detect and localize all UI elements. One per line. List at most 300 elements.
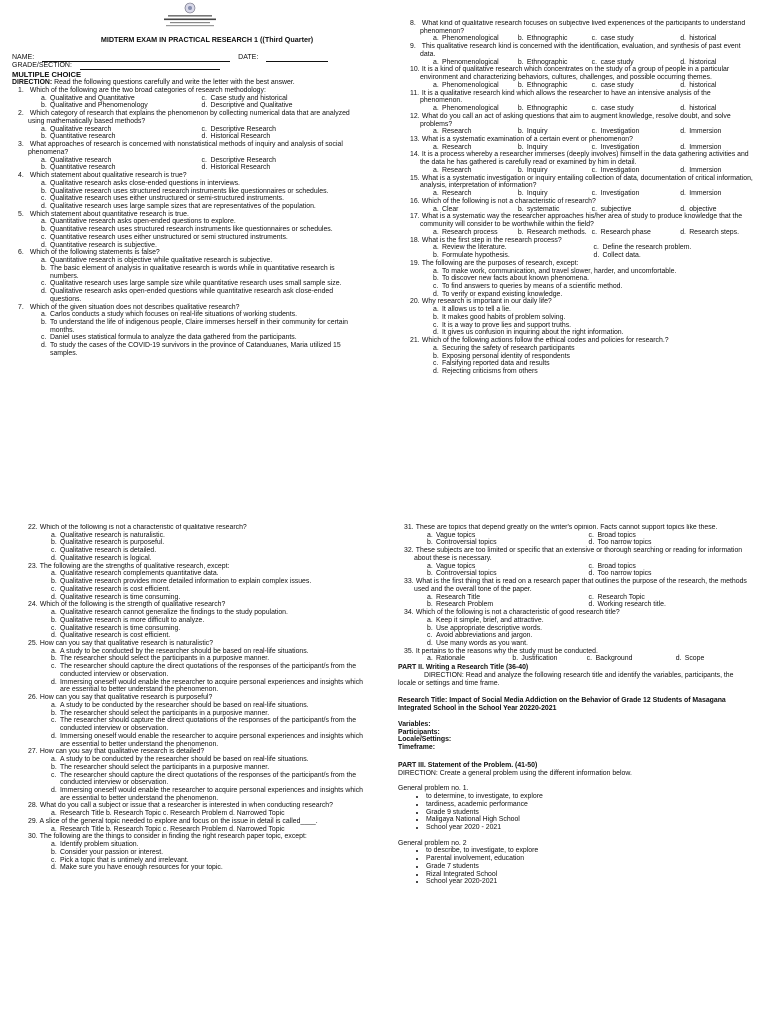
question-item	[22, 748, 374, 802]
option-text: Ethnographic	[526, 35, 568, 43]
option-letter: c.	[201, 125, 207, 133]
question-item	[404, 66, 754, 89]
list-item: • School year 2020-2021	[426, 878, 750, 886]
option-text: Case study and historical	[210, 94, 288, 102]
question-text: These subjects are too limited or specific that an extensive or thorough searching or reading for information about these is necessary.	[414, 547, 743, 562]
option-text: Research process	[442, 228, 498, 236]
option-letter: a.	[433, 306, 439, 314]
option-text: Make sure you have enough resources for your topic.	[60, 864, 223, 872]
answer-option	[518, 144, 592, 152]
option-text: Collect data.	[602, 252, 641, 260]
option-text: Immersion	[689, 190, 722, 198]
option-text: Vague topics	[436, 531, 476, 539]
answer-option	[518, 229, 592, 237]
option-text: The researcher should select the participants in a purposive manner.	[60, 763, 270, 771]
option-text: Descriptive Research	[210, 156, 276, 164]
grade-field[interactable]	[80, 62, 220, 70]
answer-option	[202, 95, 363, 103]
research-title: Research Title: Impact of Social Media Addiction on the Behavior of Grade 12 Students of Masagana Integrated School in the School Year 20220-2021	[398, 697, 726, 713]
question-item	[22, 802, 374, 817]
question-text: Which of the following is not a characteristic of qualitative research?	[39, 524, 247, 531]
answer-option	[518, 190, 592, 198]
answer-option	[51, 857, 374, 865]
option-text: Carlos conducts a study which focuses on real-life situations of working students.	[50, 311, 298, 319]
question-text: It is a kind of qualitative research which concentrates on the study of a group of people in a particular environment and characterizing behaviors, cultures, challenges, and possible occurring themes.	[420, 66, 730, 82]
answer-option	[587, 655, 676, 663]
option-letter: b.	[427, 601, 433, 609]
question-stem	[22, 802, 374, 810]
option-letter: a.	[433, 128, 439, 136]
variables-label: Variables:	[398, 720, 431, 728]
option-text: Review the literature.	[442, 244, 507, 252]
question-text: What do you call an act of asking questions that aim to augment knowledge, resolve doubt, and solve problems?	[420, 112, 731, 128]
option-text: Justification	[521, 655, 558, 663]
option-letter: b.	[433, 275, 439, 283]
question-item	[22, 601, 374, 640]
answer-option	[433, 329, 754, 337]
answer-option	[433, 283, 754, 291]
option-letter: b.	[517, 228, 524, 236]
answer-option	[427, 570, 589, 578]
answer-option	[433, 128, 518, 136]
question-stem	[404, 20, 754, 35]
question-item	[404, 337, 754, 376]
answer-option	[41, 226, 362, 234]
question-item	[404, 20, 754, 43]
answer-options	[12, 257, 362, 303]
answer-options	[22, 756, 374, 802]
list-item: • Rizal Integrated School	[426, 871, 750, 879]
option-letter: d.	[675, 655, 682, 663]
answer-option	[680, 59, 754, 67]
option-text: Immersing oneself would enable the researcher to acquire personal experiences and insights which are essential to better understand the phenomenon.	[60, 732, 363, 748]
question-text: What approaches of research is concerned with nonstatistical methods of inquiry and analysis of social phenomena?	[28, 141, 343, 156]
page-1-left-column	[12, 20, 362, 508]
option-letter: d.	[51, 786, 57, 794]
answer-option	[51, 756, 374, 764]
question-text: The following are the strengths of qualitative research, except:	[39, 562, 230, 570]
option-text: case study	[600, 35, 634, 43]
option-letter: c.	[51, 663, 57, 671]
answer-option	[427, 640, 750, 648]
option-text: Controversial topics	[436, 570, 497, 578]
question-stem	[404, 260, 754, 268]
answer-option	[433, 144, 518, 152]
question-stem	[398, 524, 750, 532]
question-text: What kind of qualitative research focuses on subjective lived experiences of the participants to understand phenomenon?	[420, 20, 746, 35]
option-letter: d.	[51, 678, 57, 686]
list-item: • to describe, to investigate, to explore	[426, 847, 750, 855]
option-text: Ethnographic	[526, 105, 568, 113]
option-letter: d.	[41, 288, 47, 296]
option-letter: a.	[51, 570, 57, 578]
question-item	[404, 136, 754, 151]
option-text: To find answers to queries by means of a scientific method.	[442, 282, 623, 290]
option-letter: a.	[41, 179, 47, 187]
question-number: 27.	[28, 748, 38, 756]
answer-option	[433, 360, 754, 368]
option-letter: a.	[433, 244, 439, 252]
list-item: • Maligaya National High School	[426, 816, 750, 824]
option-text: The researcher should capture the direct quotations of the responses of the participant/s from the conducted interview or observation.	[60, 663, 357, 678]
exam-page-1	[0, 0, 768, 508]
answer-option	[680, 35, 754, 43]
answer-options	[12, 157, 362, 172]
option-text: Qualitative research is time consuming.	[60, 593, 181, 601]
option-text: Qualitative research is cost efficient.	[60, 585, 171, 593]
option-letter: c.	[586, 655, 593, 663]
option-letter: d.	[51, 632, 57, 640]
question-item	[22, 694, 374, 748]
option-text: Research methods.	[526, 228, 587, 236]
answer-option	[51, 555, 374, 563]
question-text: It pertains to the reasons why the study must be conducted.	[415, 647, 598, 655]
option-text: Research steps.	[689, 228, 739, 236]
option-text: Phenomenological	[442, 81, 499, 89]
question-number: 13.	[410, 136, 420, 144]
question-number: 14.	[410, 151, 420, 159]
option-letter: d.	[201, 102, 208, 110]
option-letter: b.	[517, 166, 524, 174]
question-item	[398, 578, 750, 609]
question-text: The following are the things to consider in finding the right research paper topic, except:	[39, 833, 307, 841]
option-letter: a.	[51, 756, 57, 764]
option-text: Research	[442, 128, 472, 136]
option-letter: c.	[591, 143, 598, 151]
answer-options	[404, 59, 754, 67]
answer-option	[518, 167, 592, 175]
answer-option	[41, 133, 202, 141]
option-letter: b.	[512, 655, 519, 663]
answer-option	[51, 679, 374, 694]
option-text: Clear	[442, 205, 459, 213]
question-text: What is the first step in the research process?	[421, 236, 562, 244]
general-problem-2-title: General problem no. 2	[398, 839, 467, 847]
answer-option	[433, 190, 518, 198]
option-text: To study the cases of the COVID-19 survivors in the province of Catanduanes, Maria utilized 15 samples.	[50, 342, 341, 357]
option-letter: c.	[591, 205, 598, 213]
answer-option	[41, 311, 362, 319]
option-text: Formulate hypothesis.	[442, 252, 510, 260]
option-text: historical	[689, 81, 717, 89]
option-text: Working research title.	[597, 601, 666, 609]
option-letter: b.	[427, 570, 433, 578]
option-letter: a.	[41, 218, 47, 226]
option-letter: d.	[588, 601, 595, 609]
answer-options	[22, 532, 374, 563]
question-number: 18.	[410, 236, 420, 244]
question-stem	[404, 175, 754, 190]
question-stem	[22, 601, 374, 609]
answer-option	[433, 252, 594, 260]
question-number: 22.	[28, 524, 38, 531]
question-number: 1.	[18, 86, 24, 94]
page-2-right-column	[398, 524, 750, 1024]
answer-option	[51, 841, 374, 849]
option-letter: c.	[591, 228, 598, 236]
answer-option	[41, 126, 202, 134]
question-stem	[22, 563, 374, 571]
answer-option	[41, 280, 362, 288]
option-letter: c.	[588, 562, 594, 570]
question-text: What is the first thing that is read on a research paper that outlines the purpose of the research, the methods used and the overall tone of the paper.	[414, 578, 747, 593]
option-text: Qualitative research is detailed.	[60, 547, 157, 555]
question-item	[404, 113, 754, 136]
option-letter: a.	[427, 593, 433, 601]
question-item	[12, 249, 362, 303]
option-letter: b.	[517, 35, 524, 43]
answer-options	[404, 306, 754, 337]
option-text: The researcher should select the participants in a purposive manner.	[60, 655, 270, 663]
option-letter: b.	[433, 352, 439, 360]
grade-row	[12, 62, 362, 70]
option-letter: b.	[51, 578, 57, 586]
part-3-direction: DIRECTION: Create a general problem using the different information below.	[398, 769, 632, 777]
answer-option	[51, 586, 374, 594]
option-letter: b.	[517, 143, 524, 151]
question-number: 5.	[18, 210, 24, 218]
answer-option	[433, 167, 518, 175]
option-letter: b.	[433, 252, 439, 260]
grade-label: GRADE/SECTION:	[12, 61, 72, 69]
option-letter: c.	[51, 624, 57, 632]
answer-option	[589, 594, 751, 602]
answer-options	[404, 206, 754, 214]
option-text: Qualitative research	[50, 125, 112, 133]
option-text: It allows us to tell a lie.	[442, 306, 511, 314]
question-item	[404, 198, 754, 213]
option-letter: b.	[517, 81, 524, 89]
answer-options	[398, 655, 750, 663]
answer-option	[594, 244, 755, 252]
question-list	[398, 524, 750, 663]
question-number: 10.	[410, 66, 420, 74]
question-list	[22, 524, 374, 872]
question-text: What is a systematic examination of a certain event or phenomenon?	[421, 136, 633, 144]
option-letter: d.	[588, 570, 595, 578]
option-text: Too narrow topics	[597, 570, 652, 578]
answer-options	[404, 167, 754, 175]
date-label: DATE:	[238, 54, 259, 62]
option-letter: d.	[51, 864, 57, 872]
question-number: 16.	[410, 197, 420, 205]
option-letter: d.	[201, 133, 208, 141]
answer-option	[427, 532, 589, 540]
answer-option	[41, 102, 202, 110]
question-number: 20.	[410, 298, 420, 306]
option-text: Exposing personal identity of respondents	[442, 352, 570, 360]
answer-option	[202, 157, 363, 165]
option-letter: c.	[201, 156, 207, 164]
option-text: Historical Research	[210, 133, 271, 141]
question-stem	[22, 748, 374, 756]
option-letter: b.	[41, 133, 47, 141]
option-text: Securing the safety of research participants	[442, 344, 575, 352]
option-text: Qualitative research complements quantitative data.	[60, 570, 219, 578]
date-field[interactable]	[266, 54, 328, 62]
answer-option	[592, 167, 681, 175]
option-text: Quantitative research asks open-ended questions to explore.	[50, 218, 236, 226]
answer-options	[404, 144, 754, 152]
option-letter: a.	[51, 810, 57, 818]
answer-option	[41, 257, 362, 265]
answer-options	[404, 229, 754, 237]
answer-options	[404, 268, 754, 299]
option-letter: d.	[201, 164, 208, 172]
option-letter: c.	[41, 195, 47, 203]
option-text: Qualitative research uses either unstructured or semi-structured instruments.	[50, 195, 284, 203]
option-letter: d.	[41, 241, 47, 249]
question-item	[404, 237, 754, 260]
question-list	[12, 87, 362, 358]
question-item	[22, 563, 374, 602]
option-text: Rejecting criticisms from others	[442, 368, 538, 376]
general-problem-1-list	[398, 793, 750, 832]
answer-option	[433, 105, 518, 113]
question-text: Which of the following statements is false?	[29, 249, 160, 257]
answer-option	[427, 625, 750, 633]
question-item	[12, 87, 362, 110]
option-letter: c.	[588, 593, 594, 601]
option-text: Qualitative research provides more detailed information to explain complex issues.	[60, 578, 312, 586]
question-stem	[404, 43, 754, 58]
option-letter: c.	[591, 105, 598, 113]
option-letter: b.	[517, 128, 524, 136]
question-text: What do you call a subject or issue that a researcher is interested in when conducting research?	[39, 802, 333, 810]
question-number: 3.	[18, 141, 24, 149]
question-item	[12, 172, 362, 211]
option-letter: a.	[41, 94, 47, 102]
answer-option	[41, 218, 362, 226]
answer-option	[433, 314, 754, 322]
option-text: A study to be conducted by the researcher should be based on real-life situations.	[60, 647, 309, 655]
answer-option	[433, 275, 754, 283]
question-text: Which of the following are the two broad categories of research methodology:	[29, 86, 266, 94]
option-text: subjective	[600, 205, 632, 213]
option-text: Qualitative research is more difficult to analyze.	[60, 616, 205, 624]
question-number: 12.	[410, 112, 420, 120]
answer-option	[427, 655, 512, 663]
option-text: Investigation	[600, 128, 640, 136]
answer-option	[51, 655, 374, 663]
answer-option	[427, 601, 589, 609]
option-letter: b.	[517, 105, 524, 113]
question-stem	[404, 113, 754, 128]
question-item	[404, 213, 754, 236]
option-text: Research	[442, 143, 472, 151]
option-letter: a.	[433, 228, 439, 236]
answer-option	[592, 190, 681, 198]
answer-option	[518, 206, 592, 214]
option-text: It gives us confusion in inquiring about the right information.	[442, 329, 624, 337]
question-stem	[404, 151, 754, 166]
option-letter: d.	[41, 342, 47, 350]
list-item: • Grade 9 students	[426, 809, 750, 817]
option-letter: d.	[51, 732, 57, 740]
answer-option	[41, 242, 362, 250]
question-number: 26.	[28, 694, 38, 702]
option-text: A study to be conducted by the researcher should be based on real-life situations.	[60, 756, 309, 764]
answer-option	[427, 632, 750, 640]
answer-option	[592, 144, 681, 152]
answer-option	[589, 532, 751, 540]
option-letter: a.	[41, 257, 47, 265]
name-field[interactable]	[42, 54, 230, 62]
question-text: Why research is important in our daily life?	[421, 298, 552, 306]
answer-option	[433, 268, 754, 276]
answer-options	[12, 180, 362, 211]
answer-option	[433, 82, 518, 90]
option-letter: b.	[41, 164, 47, 172]
answer-option	[202, 102, 363, 110]
option-letter: b.	[41, 264, 47, 272]
option-letter: d.	[51, 593, 57, 601]
question-number: 24.	[28, 601, 38, 609]
list-item: • tardiness, academic performance	[426, 801, 750, 809]
option-text: Identify problem situation.	[60, 841, 139, 849]
option-text: Avoid abbreviations and jargon.	[436, 632, 533, 640]
question-item	[404, 151, 754, 174]
option-letter: b.	[41, 226, 47, 234]
option-text: Qualitative research uses large sample size while quantitative research uses small sample size.	[50, 280, 342, 288]
list-item: • to determine, to investigate, to explore	[426, 793, 750, 801]
answer-option	[51, 663, 374, 678]
answer-options	[404, 82, 754, 90]
answer-option	[592, 128, 681, 136]
question-stem	[398, 609, 750, 617]
list-item: • Grade 7 students	[426, 863, 750, 871]
option-text: Quantitative research	[50, 164, 116, 172]
answer-option	[202, 164, 363, 172]
page-2-left-column	[22, 524, 374, 1024]
question-stem	[12, 249, 362, 257]
option-letter: c.	[51, 771, 57, 779]
option-text: case study	[600, 81, 634, 89]
answer-option	[51, 772, 374, 787]
option-letter: c.	[593, 244, 599, 252]
option-letter: a.	[41, 156, 47, 164]
answer-option	[51, 826, 374, 834]
option-text: case study	[600, 105, 634, 113]
answer-option	[41, 95, 202, 103]
question-text: This qualitative research kind is concerned with the identification, evaluation, and synthesis of past event data.	[420, 43, 741, 58]
exam-title: MIDTERM EXAM IN PRACTICAL RESEARCH 1 ((Third Quarter)	[100, 35, 314, 44]
question-number: 25.	[28, 640, 38, 648]
option-letter: c.	[41, 280, 47, 288]
question-item	[398, 524, 750, 547]
question-text: Which of the following actions follow the ethical codes and policies for research.?	[421, 337, 669, 345]
answer-option	[51, 764, 374, 772]
option-text: Immersing oneself would enable the researcher to acquire personal experiences and insights which are essential to better understand the phenomenon.	[60, 786, 363, 802]
option-letter: b.	[51, 655, 57, 663]
answer-option	[518, 82, 592, 90]
question-stem	[404, 237, 754, 245]
question-item	[12, 141, 362, 172]
option-letter: a.	[433, 190, 439, 198]
option-letter: a.	[433, 267, 439, 275]
answer-option	[41, 334, 362, 342]
option-letter: c.	[433, 321, 439, 329]
answer-option	[41, 342, 362, 357]
option-text: Research phase	[600, 228, 651, 236]
option-text: To verify or expand existing knowledge.	[442, 290, 563, 298]
option-text: Descriptive and Qualitative	[210, 102, 293, 110]
question-number: 31.	[404, 524, 414, 531]
option-text: Quantitative research uses structured research instruments like questionnaires or schedules.	[50, 226, 333, 234]
option-letter: a.	[433, 143, 439, 151]
question-number: 2.	[18, 110, 24, 118]
answer-option	[51, 702, 374, 710]
